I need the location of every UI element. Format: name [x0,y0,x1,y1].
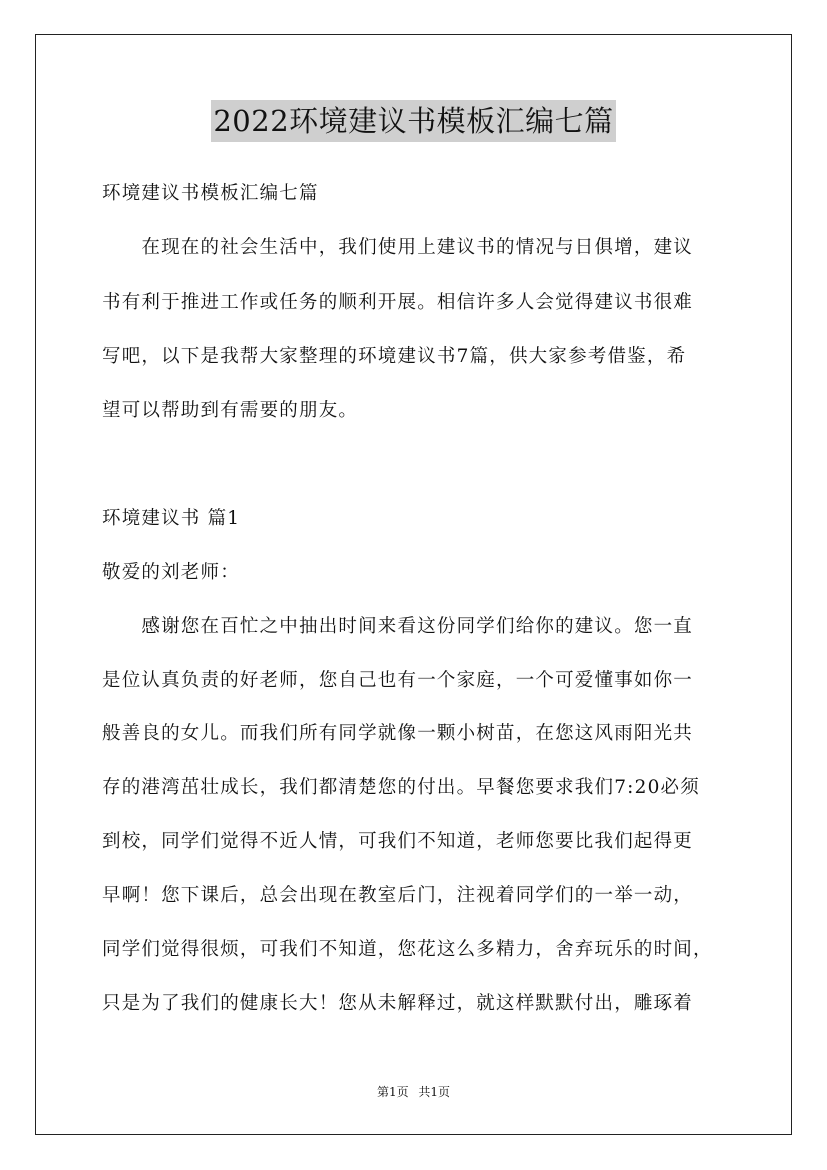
intro-line-1: 在现在的社会生活中，我们使用上建议书的情况与日俱增，建议 [102,237,694,258]
body-line-4: 存的港湾茁壮成长，我们都清楚您的付出。早餐您要求我们7:20必须 [102,777,700,798]
section-heading: 环境建议书 篇1 [102,508,241,529]
body-line-2: 是位认真负责的好老师，您自己也有一个家庭，一个可爱懂事如你一 [102,670,694,691]
title-wrap [0,100,827,142]
intro-line-4: 望可以帮助到有需要的朋友。 [102,400,359,421]
page-footer [0,1084,827,1100]
body-line-3: 般善良的女儿。而我们所有同学就像一颗小树苗，在您这风雨阳光共 [102,723,694,744]
body-line-6: 早啊！您下课后，总会出现在教室后门，注视着同学们的一举一动， [102,885,694,906]
document-title: 2022环境建议书模板汇编七篇 [211,100,615,142]
body-line-8: 只是为了我们的健康长大！您从未解释过，就这样默默付出，雕琢着 [102,993,694,1014]
intro-line-3: 写吧，以下是我帮大家整理的环境建议书7篇，供大家参考借鉴，希 [102,346,687,367]
subtitle: 环境建议书模板汇编七篇 [102,183,319,204]
salutation: 敬爱的刘老师： [102,562,240,583]
body-line-7: 同学们觉得很烦，可我们不知道，您花这么多精力，舍弃玩乐的时间， [102,939,713,960]
page-total: 共1页 [418,1085,451,1099]
body-line-1: 感谢您在百忙之中抽出时间来看这份同学们给你的建议。您一直 [102,616,694,637]
body-line-5: 到校，同学们觉得不近人情，可我们不知道，老师您要比我们起得更 [102,831,694,852]
page-number: 第1页 [376,1085,409,1099]
intro-line-2: 书有利于推进工作或任务的顺利开展。相信许多人会觉得建议书很难 [102,292,694,313]
